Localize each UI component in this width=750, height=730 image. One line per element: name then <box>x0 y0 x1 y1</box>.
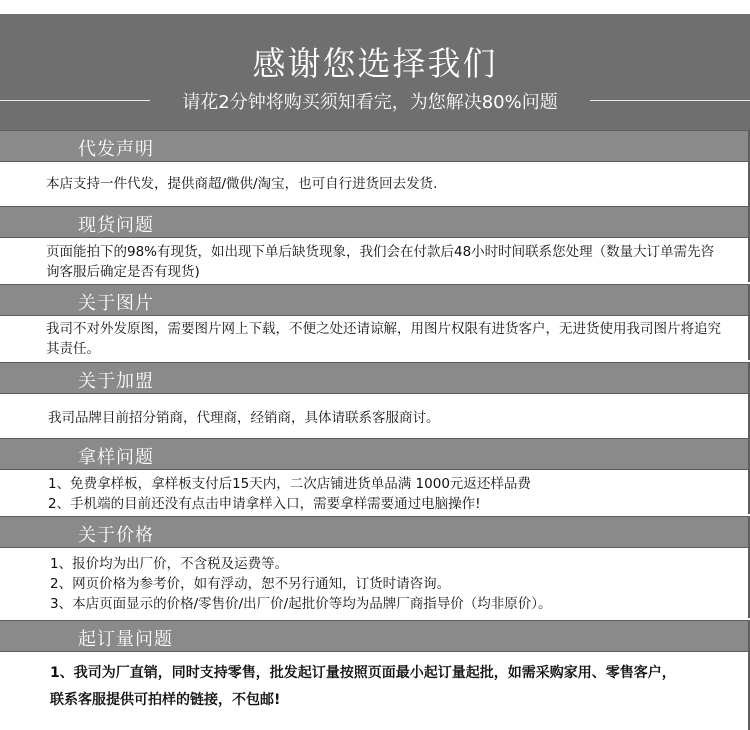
section-heading-label: 关于价格 <box>78 525 154 546</box>
page-subtitle: 请花2分钟将购买须知看完，为您解决80%问题 <box>182 92 558 113</box>
divider-line-left <box>0 100 150 101</box>
divider-line-right <box>590 100 750 101</box>
section-list <box>50 660 742 714</box>
section-text: 我司不对外发原图，需要图片网上下载，不便之处还请谅解，用图片权限有进货客户，无进货使用我司图片将追究其责任。 <box>46 321 721 357</box>
section-text: 我司品牌目前招分销商，代理商，经销商，具体请联系客服商讨。 <box>48 410 440 426</box>
subtitle-row <box>0 88 750 114</box>
section-heading-dropship <box>0 130 750 162</box>
section-heading-label: 代发声明 <box>78 139 154 160</box>
section-heading-label: 起订量问题 <box>78 629 173 650</box>
list-item: 2、网页价格为参考价，如有浮动，恕不另行通知，订货时请咨询。 <box>50 576 451 592</box>
list-item: 联系客服提供可拍样的链接，不包邮! <box>50 692 281 708</box>
header-banner <box>0 14 750 130</box>
section-text: 本店支持一件代发，提供商超/微供/淘宝，也可自行进货回去发货. <box>46 176 438 192</box>
section-heading-label: 拿样问题 <box>78 447 154 468</box>
section-list <box>50 554 728 614</box>
section-heading-stock <box>0 206 750 238</box>
section-heading-franchise <box>0 362 750 394</box>
list-item: 1、我司为厂直销，同时支持零售，批发起订量按照页面最小起订量起批，如需采购家用、零售客户， <box>50 665 676 681</box>
section-heading-label: 关于加盟 <box>78 371 154 392</box>
section-body-pricing <box>0 548 750 618</box>
section-heading-moq <box>0 620 750 652</box>
list-item: 1、免费拿样板，拿样板支付后15天内，二次店铺进货单品满 1000元返还样品费 <box>48 476 531 492</box>
section-body-franchise <box>0 394 750 438</box>
section-list <box>48 474 728 514</box>
section-text: 页面能拍下的98%有现货，如出现下单后缺货现象，我们会在付款后48小时时间联系您处理（数量大订单需先咨询客服后确定是否有现货) <box>46 244 715 280</box>
section-body-moq <box>0 652 750 730</box>
section-body-dropship <box>0 162 750 206</box>
page-title: 感谢您选择我们 <box>252 44 498 83</box>
section-heading-label: 关于图片 <box>78 293 154 314</box>
section-heading-samples <box>0 438 750 470</box>
section-heading-label: 现货问题 <box>78 215 154 236</box>
list-item: 1、报价均为出厂价，不含税及运费等。 <box>50 556 289 572</box>
list-item: 3、本店页面显示的价格/零售价/出厂价/起批价等均为品牌厂商指导价（均非原价）。 <box>50 596 552 612</box>
section-body-images <box>0 316 750 360</box>
section-heading-images <box>0 284 750 316</box>
section-body-stock <box>0 238 750 282</box>
section-body-samples <box>0 470 750 514</box>
section-heading-pricing <box>0 516 750 548</box>
list-item: 2、手机端的目前还没有点击申请拿样入口，需要拿样需要通过电脑操作! <box>48 496 481 512</box>
